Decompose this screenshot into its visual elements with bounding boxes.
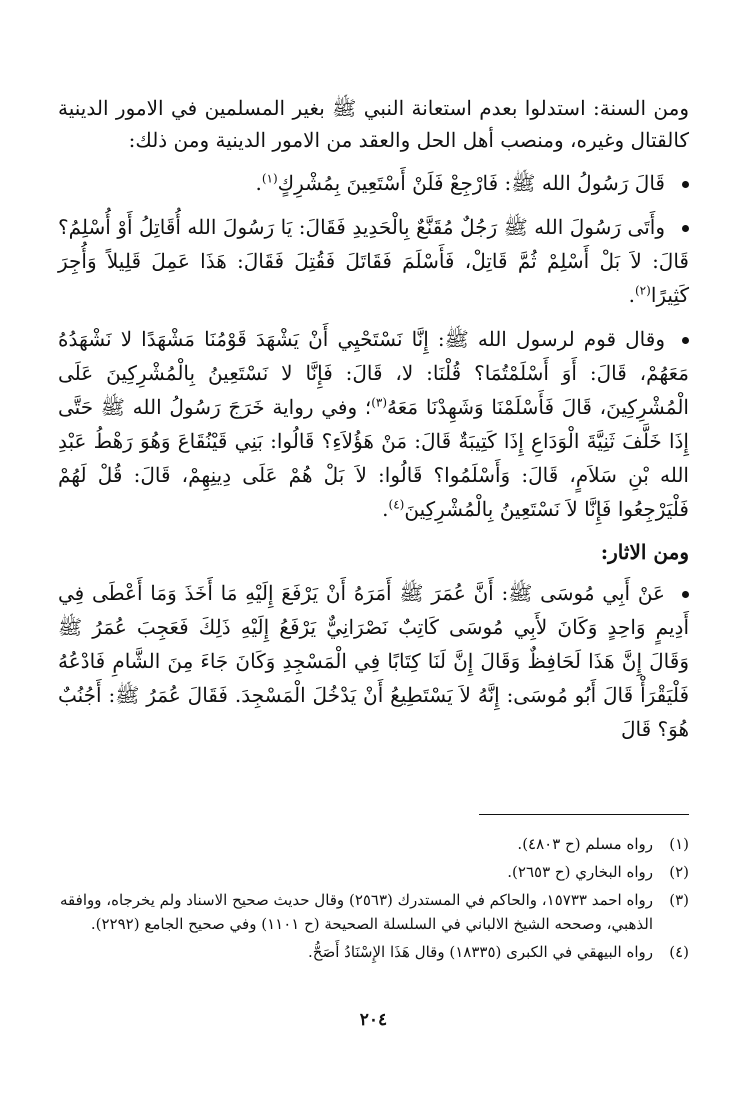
hadith-3-text-a: وقال قوم لرسول الله ﷺ: إِنَّا نَسْتَحْيِي أَنْ يَشْهَدَ قَوْمُنَا مَشْهَدًا لا نَشْهَدُهُ مَعَهُمْ، قَالَ: أَوَ أَسْلَمْتُمَا؟ قُلْنَا: لا، قَالَ: فَإِنَّا لا نَسْتَعِينُ بِالْمُشْرِكِينَ عَلَى الْمُشْرِكِينَ، قَالَ فَأَسْلَمْنَا وَشَهِدْنَا مَعَهُ bbox=[58, 327, 689, 419]
bullet-icon bbox=[671, 322, 689, 356]
document-page bbox=[58, 92, 689, 1105]
footnote-divider bbox=[479, 814, 689, 815]
hadith-2 bbox=[58, 210, 689, 312]
footnotes bbox=[58, 832, 689, 968]
footnote-text: رواه احمد ١٥٧٣٣، والحاكم في المستدرك (٢٥٦٣) وقال حديث صحيح الاسناد ولم يخرجاه، ووافقه الذهبي، وصححه الشيخ الالباني في السلسلة الصحيحة (ح ١١٠١) وفي صحيح الجامع (٢٢٩٢). bbox=[60, 891, 653, 933]
intro-paragraph bbox=[58, 92, 689, 156]
athar-heading: ومن الاثار: bbox=[600, 540, 689, 564]
bullet-icon bbox=[671, 166, 689, 200]
footnote-4 bbox=[58, 940, 689, 964]
hadith-1-text: قَالَ رَسُولُ الله ﷺ: فَارْجِعْ فَلَنْ أَسْتَعِينَ بِمُشْرِكٍ bbox=[277, 171, 665, 195]
bullet-icon bbox=[671, 210, 689, 244]
footnote-3 bbox=[58, 888, 689, 936]
hadith-3-text-b: ؛ وفي رواية خَرَجَ رَسُولُ الله ﷺ حَتَّى إِذَا خَلَّفَ ثَنِيَّةَ الْوَدَاعِ إِذَا كَتِيبَةٌ قَالَ: مَنْ هَؤُلاَءِ؟ قَالُوا: بَنِي قَيْنُقَاعَ وَهُوَ رَهْطُ عَبْدِ الله بْنِ سَلاَمٍ، قَالَ: وَأَسْلَمُوا؟ قَالُوا: لاَ بَلْ هُمْ عَلَى دِينِهِمْ، قَالَ: قُلْ لَهُمْ فَلْيَرْجِعُوا فَإِنَّا لاَ نَسْتَعِينُ بِالْمُشْرِكِينَ bbox=[58, 395, 689, 521]
hadith-3 bbox=[58, 322, 689, 526]
footnote-text: رواه البيهقي في الكبرى (١٨٣٣٥) وقال هَذَا الإِسْنَادُ أَصَحُّ. bbox=[308, 943, 653, 961]
footnote-number: (٢) bbox=[669, 863, 689, 881]
footnote-ref-4[interactable]: (٤) bbox=[388, 497, 405, 512]
footnote-ref-1[interactable]: (١) bbox=[261, 171, 278, 186]
footnote-2 bbox=[58, 860, 689, 884]
footnote-number: (١) bbox=[669, 835, 689, 853]
hadith-2-text: وأَتَى رَسُولَ الله ﷺ رَجُلٌ مُقَنَّعٌ بِالْحَدِيدِ فَقَالَ: يَا رَسُولَ الله أُقَاتِلُ أَوْ أُسْلِمُ؟ قَالَ: لاَ بَلْ أَسْلِمْ ثُمَّ قَاتِلْ، فَأَسْلَمَ فَقَاتَلَ فَقُتِلَ فَقَالَ: هَذَا عَمِلَ قَلِيلاً وَأُجِرَ كَثِيرًا bbox=[58, 215, 689, 307]
hadith-2-end: . bbox=[628, 283, 635, 307]
footnote-number: (٣) bbox=[669, 891, 689, 909]
footnote-text: رواه مسلم (ح ٤٨٠٣). bbox=[517, 835, 653, 853]
footnote-text: رواه البخاري (ح ٢٦٥٣). bbox=[507, 863, 653, 881]
athar-1-text: عَنْ أَبِي مُوسَى ﷺ: أَنَّ عُمَرَ ﷺ أَمَرَهُ أَنْ يَرْفَعَ إِلَيْهِ مَا أَخَذَ وَمَا أَعْطَى فِي أَدِيمٍ وَاحِدٍ وَكَانَ لأَبِي مُوسَى كَاتِبٌ نَصْرَانِيٌّ يَرْفَعُ إِلَيْهِ ذَلِكَ فَعَجِبَ عُمَرُ ﷺ وَقَالَ إِنَّ هَذَا لَحَافِظٌ وَقَالَ إِنَّ لَنَا كِتَابًا فِي الْمَسْجِدِ وَكَانَ جَاءَ مِنَ الشَّامِ فَادْعُهُ فَلْيَقْرَأْ قَالَ أَبُو مُوسَى: إِنَّهُ لاَ يَسْتَطِيعُ أَنْ يَدْخُلَ الْمَسْجِدَ. فَقَالَ عُمَرُ ﷺ: أَجُنُبٌ هُوَ؟ قَالَ bbox=[58, 581, 689, 741]
footnote-ref-2[interactable]: (٢) bbox=[634, 283, 651, 298]
hadith-1-end: . bbox=[255, 171, 262, 195]
page-number: ٢٠٤ bbox=[359, 1010, 388, 1030]
hadith-1 bbox=[58, 166, 689, 200]
footnote-ref-3[interactable]: (٣) bbox=[371, 395, 388, 410]
footnote-number: (٤) bbox=[669, 943, 689, 961]
athar-1 bbox=[58, 576, 689, 746]
intro-text: ومن السنة: استدلوا بعدم استعانة النبي ﷺ بغير المسلمين في الامور الدينية كالقتال وغيره، ومنصب أهل الحل والعقد من الامور الدينية ومن ذلك: bbox=[58, 96, 689, 152]
footnote-1 bbox=[58, 832, 689, 856]
bullet-icon bbox=[671, 576, 689, 610]
hadith-3-end: . bbox=[382, 497, 389, 521]
